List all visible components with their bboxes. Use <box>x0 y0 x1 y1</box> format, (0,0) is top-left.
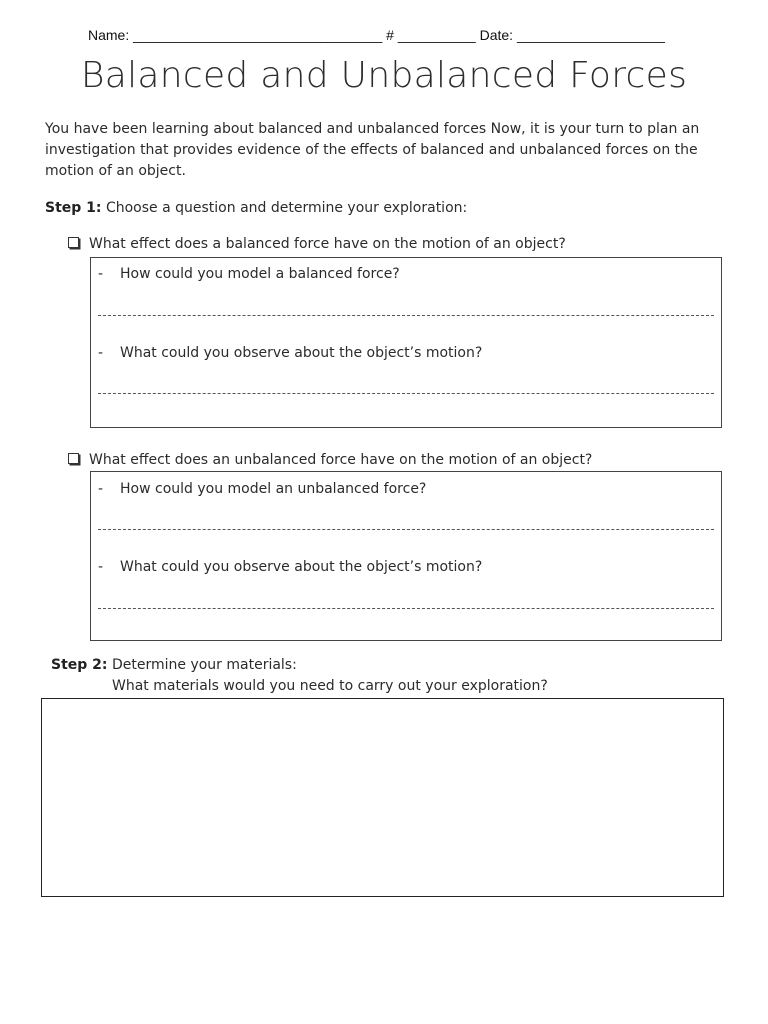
step-1-instruction <box>45 198 467 218</box>
materials-answer-box[interactable] <box>41 698 724 897</box>
step-2-sub-question: What materials would you need to carry out your exploration? <box>112 678 548 694</box>
sub-question-text: What could you observe about the object’s motion? <box>120 345 483 361</box>
intro-paragraph: You have been learning about balanced and unbalanced forces Now, it is your turn to plan an investigation that provides evidence of the effects of balanced and unbalanced forces on the motion of an object. <box>45 121 700 179</box>
question-balanced-text: What effect does a balanced force have on the motion of an object? <box>89 236 566 252</box>
step-2-label: Step 2: <box>51 657 108 673</box>
step-2-text: Determine your materials: <box>111 657 297 673</box>
question-balanced[interactable] <box>68 234 566 254</box>
dash-bullet: - <box>98 559 104 575</box>
sub-question-observe-unbalanced <box>98 557 482 577</box>
dash-bullet: - <box>98 266 104 282</box>
step-2-instruction <box>51 655 297 675</box>
dash-bullet: - <box>98 481 104 497</box>
answer-line[interactable] <box>98 315 714 316</box>
step-1-label: Step 1: <box>45 200 102 216</box>
answer-line[interactable] <box>98 529 714 530</box>
step-1-text: Choose a question and determine your exploration: <box>105 200 468 216</box>
sub-question-text: How could you model an unbalanced force? <box>120 481 427 497</box>
dash-bullet: - <box>98 345 104 361</box>
worksheet-title: Balanced and Unbalanced Forces <box>80 55 688 96</box>
answer-line[interactable] <box>98 608 714 609</box>
checkbox-icon[interactable] <box>68 453 79 464</box>
answer-box-balanced <box>90 257 722 428</box>
answer-line[interactable] <box>98 393 714 394</box>
question-unbalanced[interactable] <box>68 450 592 470</box>
sub-question-text: How could you model a balanced force? <box>120 266 400 282</box>
answer-box-unbalanced <box>90 471 722 641</box>
sub-question-model-balanced <box>98 264 400 284</box>
checkbox-icon[interactable] <box>68 237 79 248</box>
sub-question-model-unbalanced <box>98 479 426 499</box>
sub-question-observe-balanced <box>98 343 482 363</box>
question-unbalanced-text: What effect does an unbalanced force have on the motion of an object? <box>89 452 593 468</box>
name-number-date-fields[interactable]: Name: ________________________________ # __________ Date: ___________________ <box>88 27 665 43</box>
sub-question-text: What could you observe about the object’s motion? <box>120 559 483 575</box>
